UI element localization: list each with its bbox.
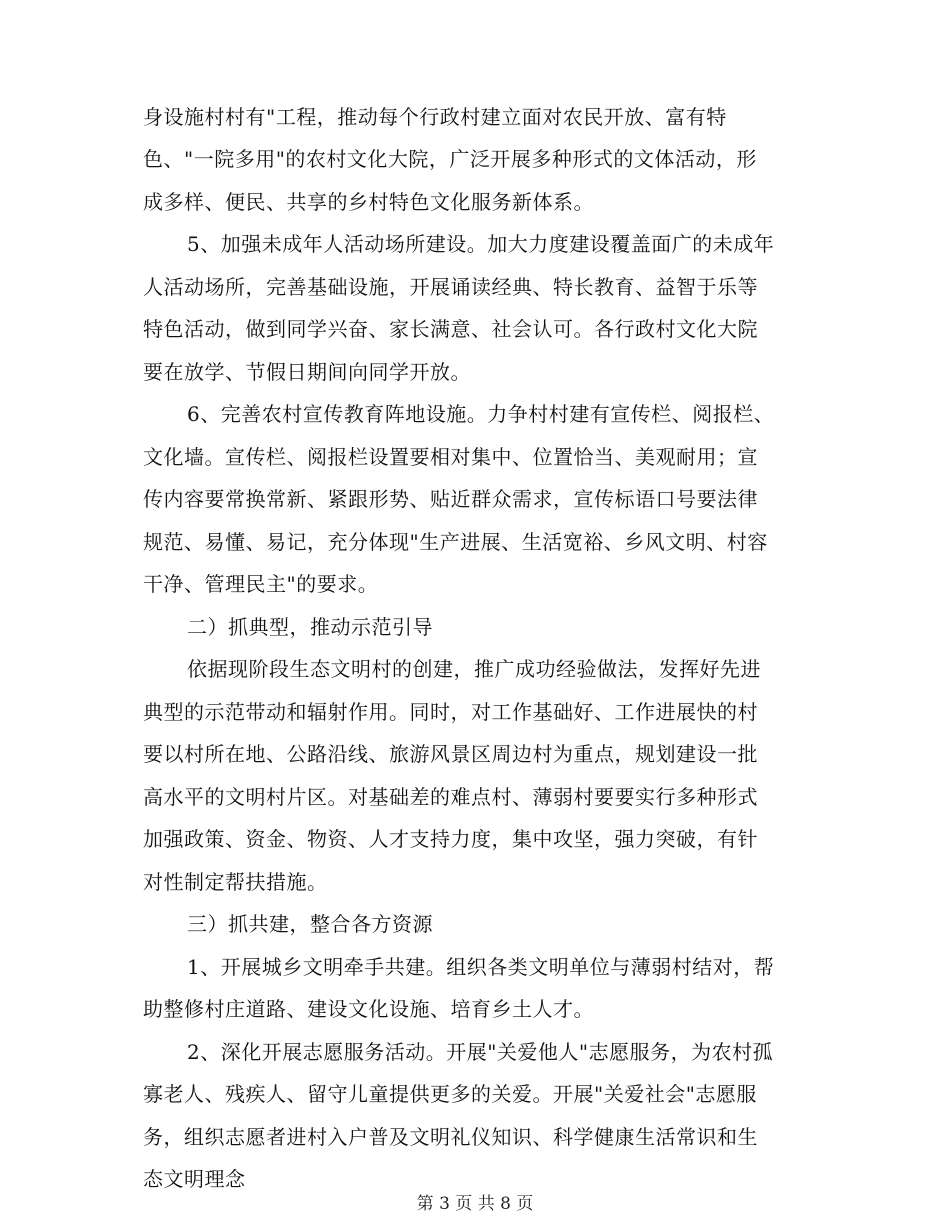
- page-number-footer: 第 3 页 共 8 页: [416, 1194, 534, 1214]
- body-text-line: 色、"一院多用"的农村文化大院，广泛开展多种形式的文体活动，形: [143, 147, 757, 171]
- paragraph-start-line: 依据现阶段生态文明村的创建，推广成功经验做法，发挥好先进: [187, 657, 761, 681]
- body-text-line: 传内容要常换常新、紧跟形势、贴近群众需求，宣传标语口号要法律: [143, 487, 758, 511]
- body-text-line: 助整修村庄道路、建设文化设施、培育乡土人才。: [143, 997, 594, 1021]
- body-text-line: 典型的示范带动和辐射作用。同时，对工作基础好、工作进展快的村: [143, 700, 758, 724]
- body-text-line: 要在放学、节假日期间向同学开放。: [143, 360, 471, 384]
- body-text-line: 寡老人、残疾人、留守儿童提供更多的关爱。开展"关爱社会"志愿服: [143, 1082, 757, 1106]
- body-text-line: 规范、易懂、易记，充分体现"生产进展、生活宽裕、乡风文明、村容: [143, 530, 768, 554]
- body-text-line: 干净、管理民主"的要求。: [143, 572, 379, 596]
- body-text-line: 态文明理念: [143, 1167, 246, 1191]
- section-heading: 三）抓共建，整合各方资源: [187, 912, 433, 936]
- paragraph-start-line: 5、加强未成年人活动场所建设。加大力度建设覆盖面广的未成年: [187, 232, 775, 256]
- body-text-line: 加强政策、资金、物资、人才支持力度，集中攻坚，强力突破，有针: [143, 827, 758, 851]
- body-text-line: 文化墙。宣传栏、阅报栏设置要相对集中、位置恰当、美观耐用；宣: [143, 445, 758, 469]
- paragraph-start-line: 6、完善农村宣传教育阵地设施。力争村村建有宣传栏、阅报栏、: [187, 402, 775, 426]
- body-text-line: 对性制定帮扶措施。: [143, 870, 328, 894]
- body-text-line: 身设施村村有"工程，推动每个行政村建立面对农民开放、富有特: [143, 105, 727, 129]
- body-text-line: 高水平的文明村片区。对基础差的难点村、薄弱村要要实行多种形式: [143, 785, 758, 809]
- paragraph-start-line: 2、深化开展志愿服务活动。开展"关爱他人"志愿服务，为农村孤: [187, 1040, 774, 1064]
- body-text-line: 务，组织志愿者进村入户普及文明礼仪知识、科学健康生活常识和生: [143, 1125, 758, 1149]
- body-text-line: 人活动场所，完善基础设施，开展诵读经典、特长教育、益智于乐等: [143, 275, 758, 299]
- section-heading: 二）抓典型，推动示范引导: [187, 615, 433, 639]
- paragraph-start-line: 1、开展城乡文明牵手共建。组织各类文明单位与薄弱村结对，帮: [187, 955, 775, 979]
- body-text-line: 要以村所在地、公路沿线、旅游风景区周边村为重点，规划建设一批: [143, 742, 758, 766]
- body-text-line: 特色活动，做到同学兴奋、家长满意、社会认可。各行政村文化大院: [143, 317, 758, 341]
- body-text-line: 成多样、便民、共享的乡村特色文化服务新体系。: [143, 190, 594, 214]
